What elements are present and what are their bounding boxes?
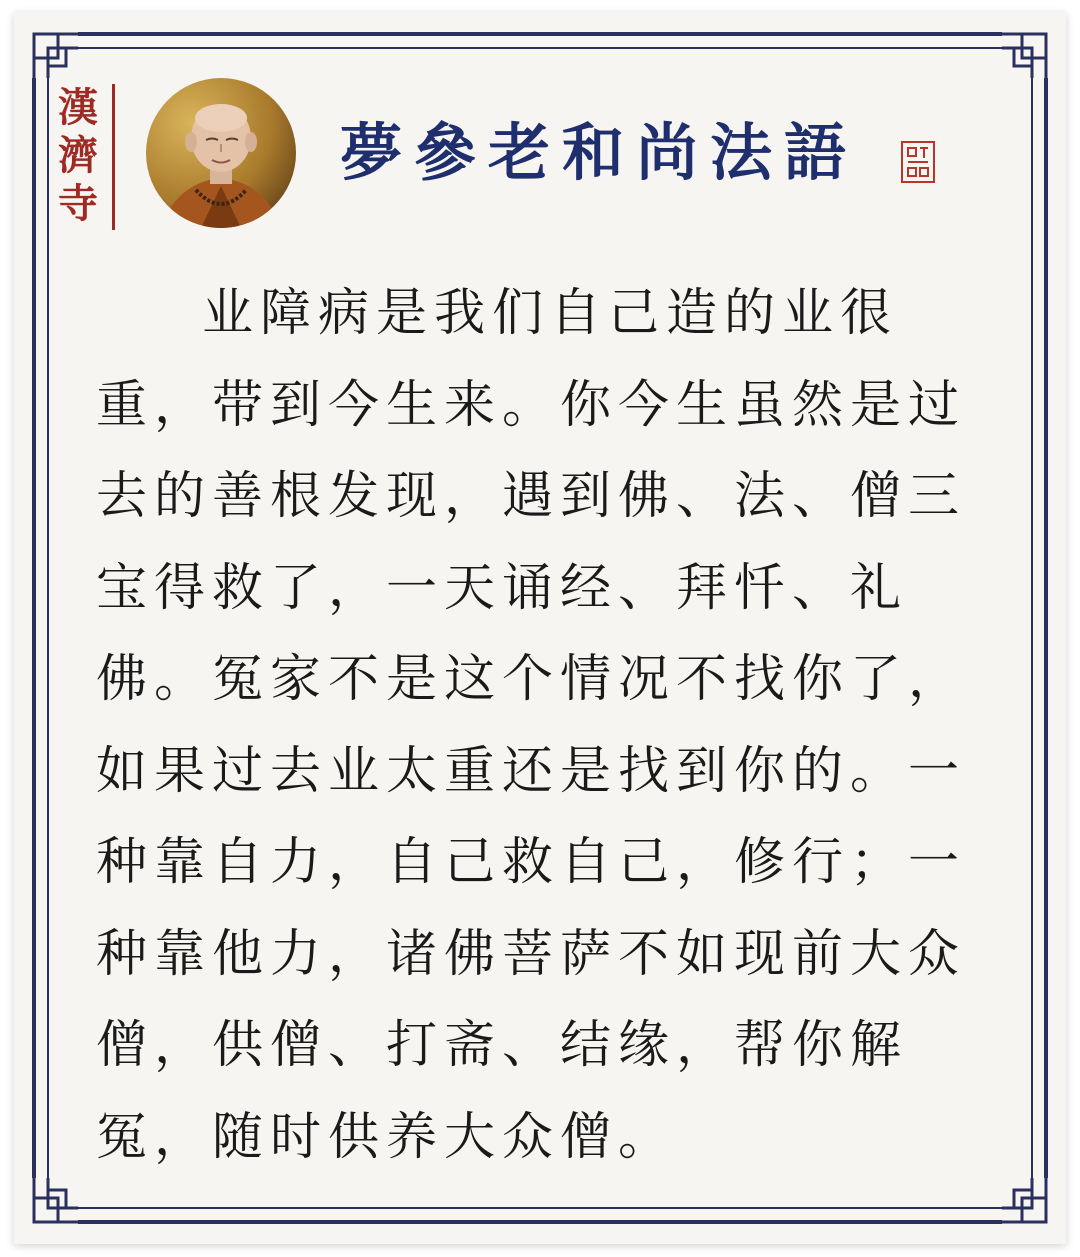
red-seal-stamp-icon — [900, 140, 936, 184]
temple-name — [56, 84, 100, 228]
temple-char: 漢 — [58, 84, 98, 131]
temple-char: 濟 — [58, 132, 98, 179]
page-title: 夢參老和尚法語 — [340, 116, 859, 189]
temple-divider — [112, 84, 115, 230]
temple-char: 寺 — [58, 180, 98, 227]
dharma-talk-text: 业障病是我们自己造的业很重，带到今生来。你今生虽然是过去的善根发现，遇到佛、法、僧三宝得救了，一天诵经、拜忏、礼佛。冤家不是这个情况不找你了，如果过去业太重还是找到你的。一种靠自力，自己救自己，修行；一种靠他力，诸佛菩萨不如现前大众僧，供僧、打斋、结缘，帮你解冤，随时供养大众僧。 — [96, 284, 967, 1167]
monk-portrait-icon — [146, 78, 296, 228]
